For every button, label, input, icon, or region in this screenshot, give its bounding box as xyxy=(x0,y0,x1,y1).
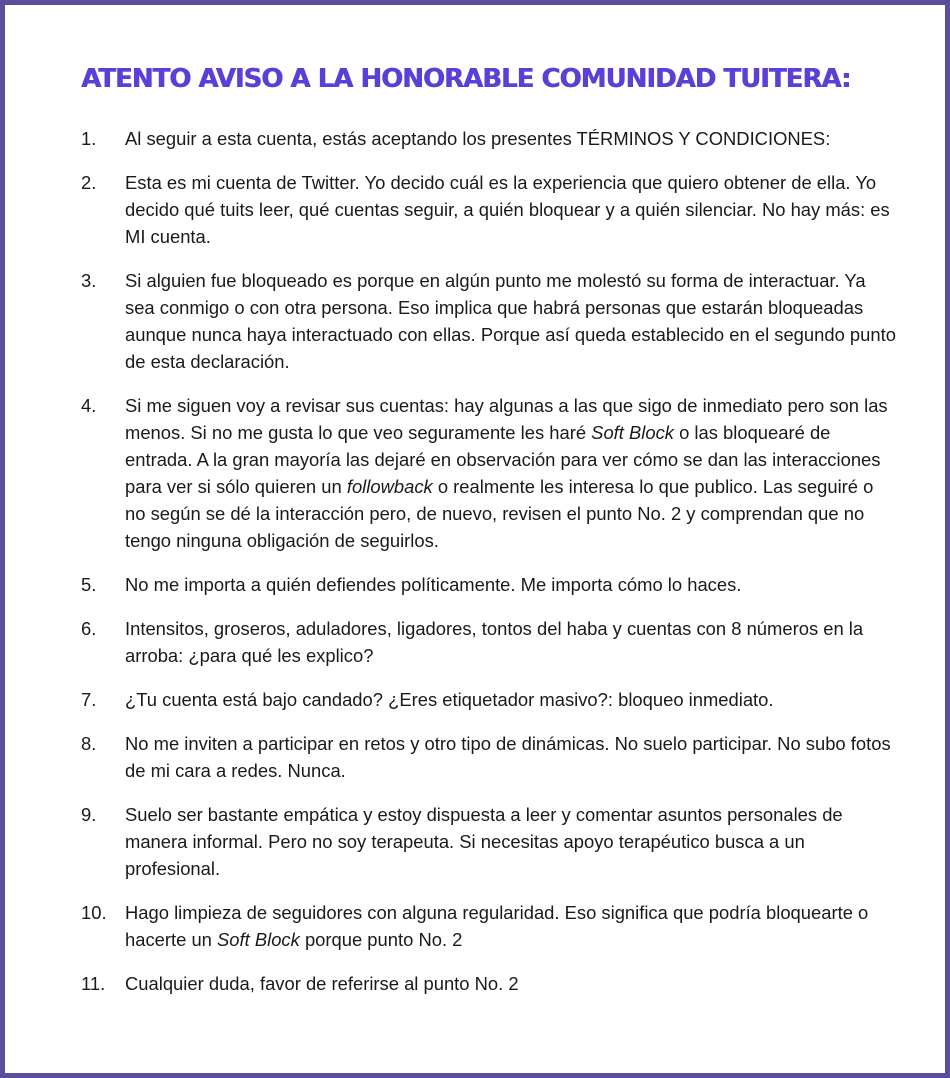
list-item xyxy=(81,686,896,713)
text-run: porque punto No. 2 xyxy=(299,929,463,950)
list-item xyxy=(81,899,896,953)
emphasized-term: followback xyxy=(346,476,433,497)
text-run: Hago limpieza de seguidores con alguna regularidad. Eso significa que podría bloquearte o hacerte un xyxy=(125,902,869,950)
list-item-text xyxy=(125,804,843,879)
list-item-number: 4. xyxy=(81,395,97,416)
list-item-text xyxy=(125,128,830,149)
text-run: o las bloquearé de entrada. A la gran mayoría las dejaré en observación para ver cómo se dan las interacciones para ver si sólo quieren un xyxy=(125,422,881,497)
text-run: No me inviten a participar en retos y otro tipo de dinámicas. No suelo participar. No subo fotos de mi cara a redes. Nunca. xyxy=(125,733,891,781)
list-item-text xyxy=(125,574,741,595)
list-item xyxy=(81,801,896,882)
list-item xyxy=(81,267,896,375)
list-item xyxy=(81,125,896,152)
text-run: Al seguir a esta cuenta, estás aceptando los presentes TÉRMINOS Y CONDICIONES: xyxy=(125,128,831,149)
list-item-text xyxy=(125,689,774,710)
emphasized-term: Soft Block xyxy=(217,929,300,950)
list-item xyxy=(81,970,896,997)
list-item xyxy=(81,392,896,554)
page-title: ATENTO AVISO A LA HONORABLE COMUNIDAD TUITERA: xyxy=(81,64,851,94)
text-run: ¿Tu cuenta está bajo candado? ¿Eres etiquetador masivo?: bloqueo inmediato. xyxy=(125,689,774,710)
text-run: o realmente les interesa lo que publico. Las seguiré o no según se dé la interacción pero, de nuevo, revisen el punto No. 2 y comprendan que no tengo ninguna obligación de seguirlos. xyxy=(125,476,874,551)
list-item-number: 5. xyxy=(81,574,97,595)
list-item xyxy=(81,571,896,598)
list-item-text xyxy=(125,270,896,372)
text-run: Si me siguen voy a revisar sus cuentas: hay algunas a las que sigo de inmediato pero son las menos. Si no me gusta lo que veo seguramente les haré xyxy=(125,395,888,443)
terms-list xyxy=(81,125,896,1014)
text-run: Intensitos, groseros, aduladores, ligadores, tontos del haba y cuentas con 8 números en la arroba: ¿para qué les explico? xyxy=(125,618,864,666)
list-item-number: 10. xyxy=(81,902,107,923)
list-item-number: 6. xyxy=(81,618,97,639)
text-run: Esta es mi cuenta de Twitter. Yo decido cuál es la experiencia que quiero obtener de ella. Yo decido qué tuits leer, qué cuentas seguir, a quién bloquear y a quién silenciar. No hay más: es MI cuenta. xyxy=(125,172,890,247)
list-item-number: 9. xyxy=(81,804,97,825)
list-item-number: 1. xyxy=(81,128,97,149)
list-item-number: 7. xyxy=(81,689,97,710)
text-run: Cualquier duda, favor de referirse al punto No. 2 xyxy=(125,973,519,994)
list-item-text xyxy=(125,973,519,994)
list-item-text xyxy=(125,902,868,950)
emphasized-term: Soft Block xyxy=(591,422,674,443)
list-item xyxy=(81,615,896,669)
list-item-number: 3. xyxy=(81,270,97,291)
list-item-number: 8. xyxy=(81,733,97,754)
text-run: Si alguien fue bloqueado es porque en algún punto me molestó su forma de interactuar. Ya sea conmigo o con otra persona. Eso implica que habrá personas que estarán bloqueadas aunque nunca haya interactuado con ellas. Porque así queda establecido en el segundo punto de esta declaración. xyxy=(125,270,896,372)
list-item-number: 11. xyxy=(81,973,106,994)
list-item xyxy=(81,730,896,784)
list-item-text xyxy=(125,618,863,666)
text-run: Suelo ser bastante empática y estoy dispuesta a leer y comentar asuntos personales de manera informal. Pero no soy terapeuta. Si necesitas apoyo terapéutico busca a un profesional. xyxy=(125,804,843,879)
text-run: No me importa a quién defiendes políticamente. Me importa cómo lo haces. xyxy=(125,574,742,595)
list-item xyxy=(81,169,896,250)
list-item-number: 2. xyxy=(81,172,97,193)
list-item-text xyxy=(125,172,890,247)
list-item-text xyxy=(125,733,891,781)
list-item-text xyxy=(125,395,888,551)
